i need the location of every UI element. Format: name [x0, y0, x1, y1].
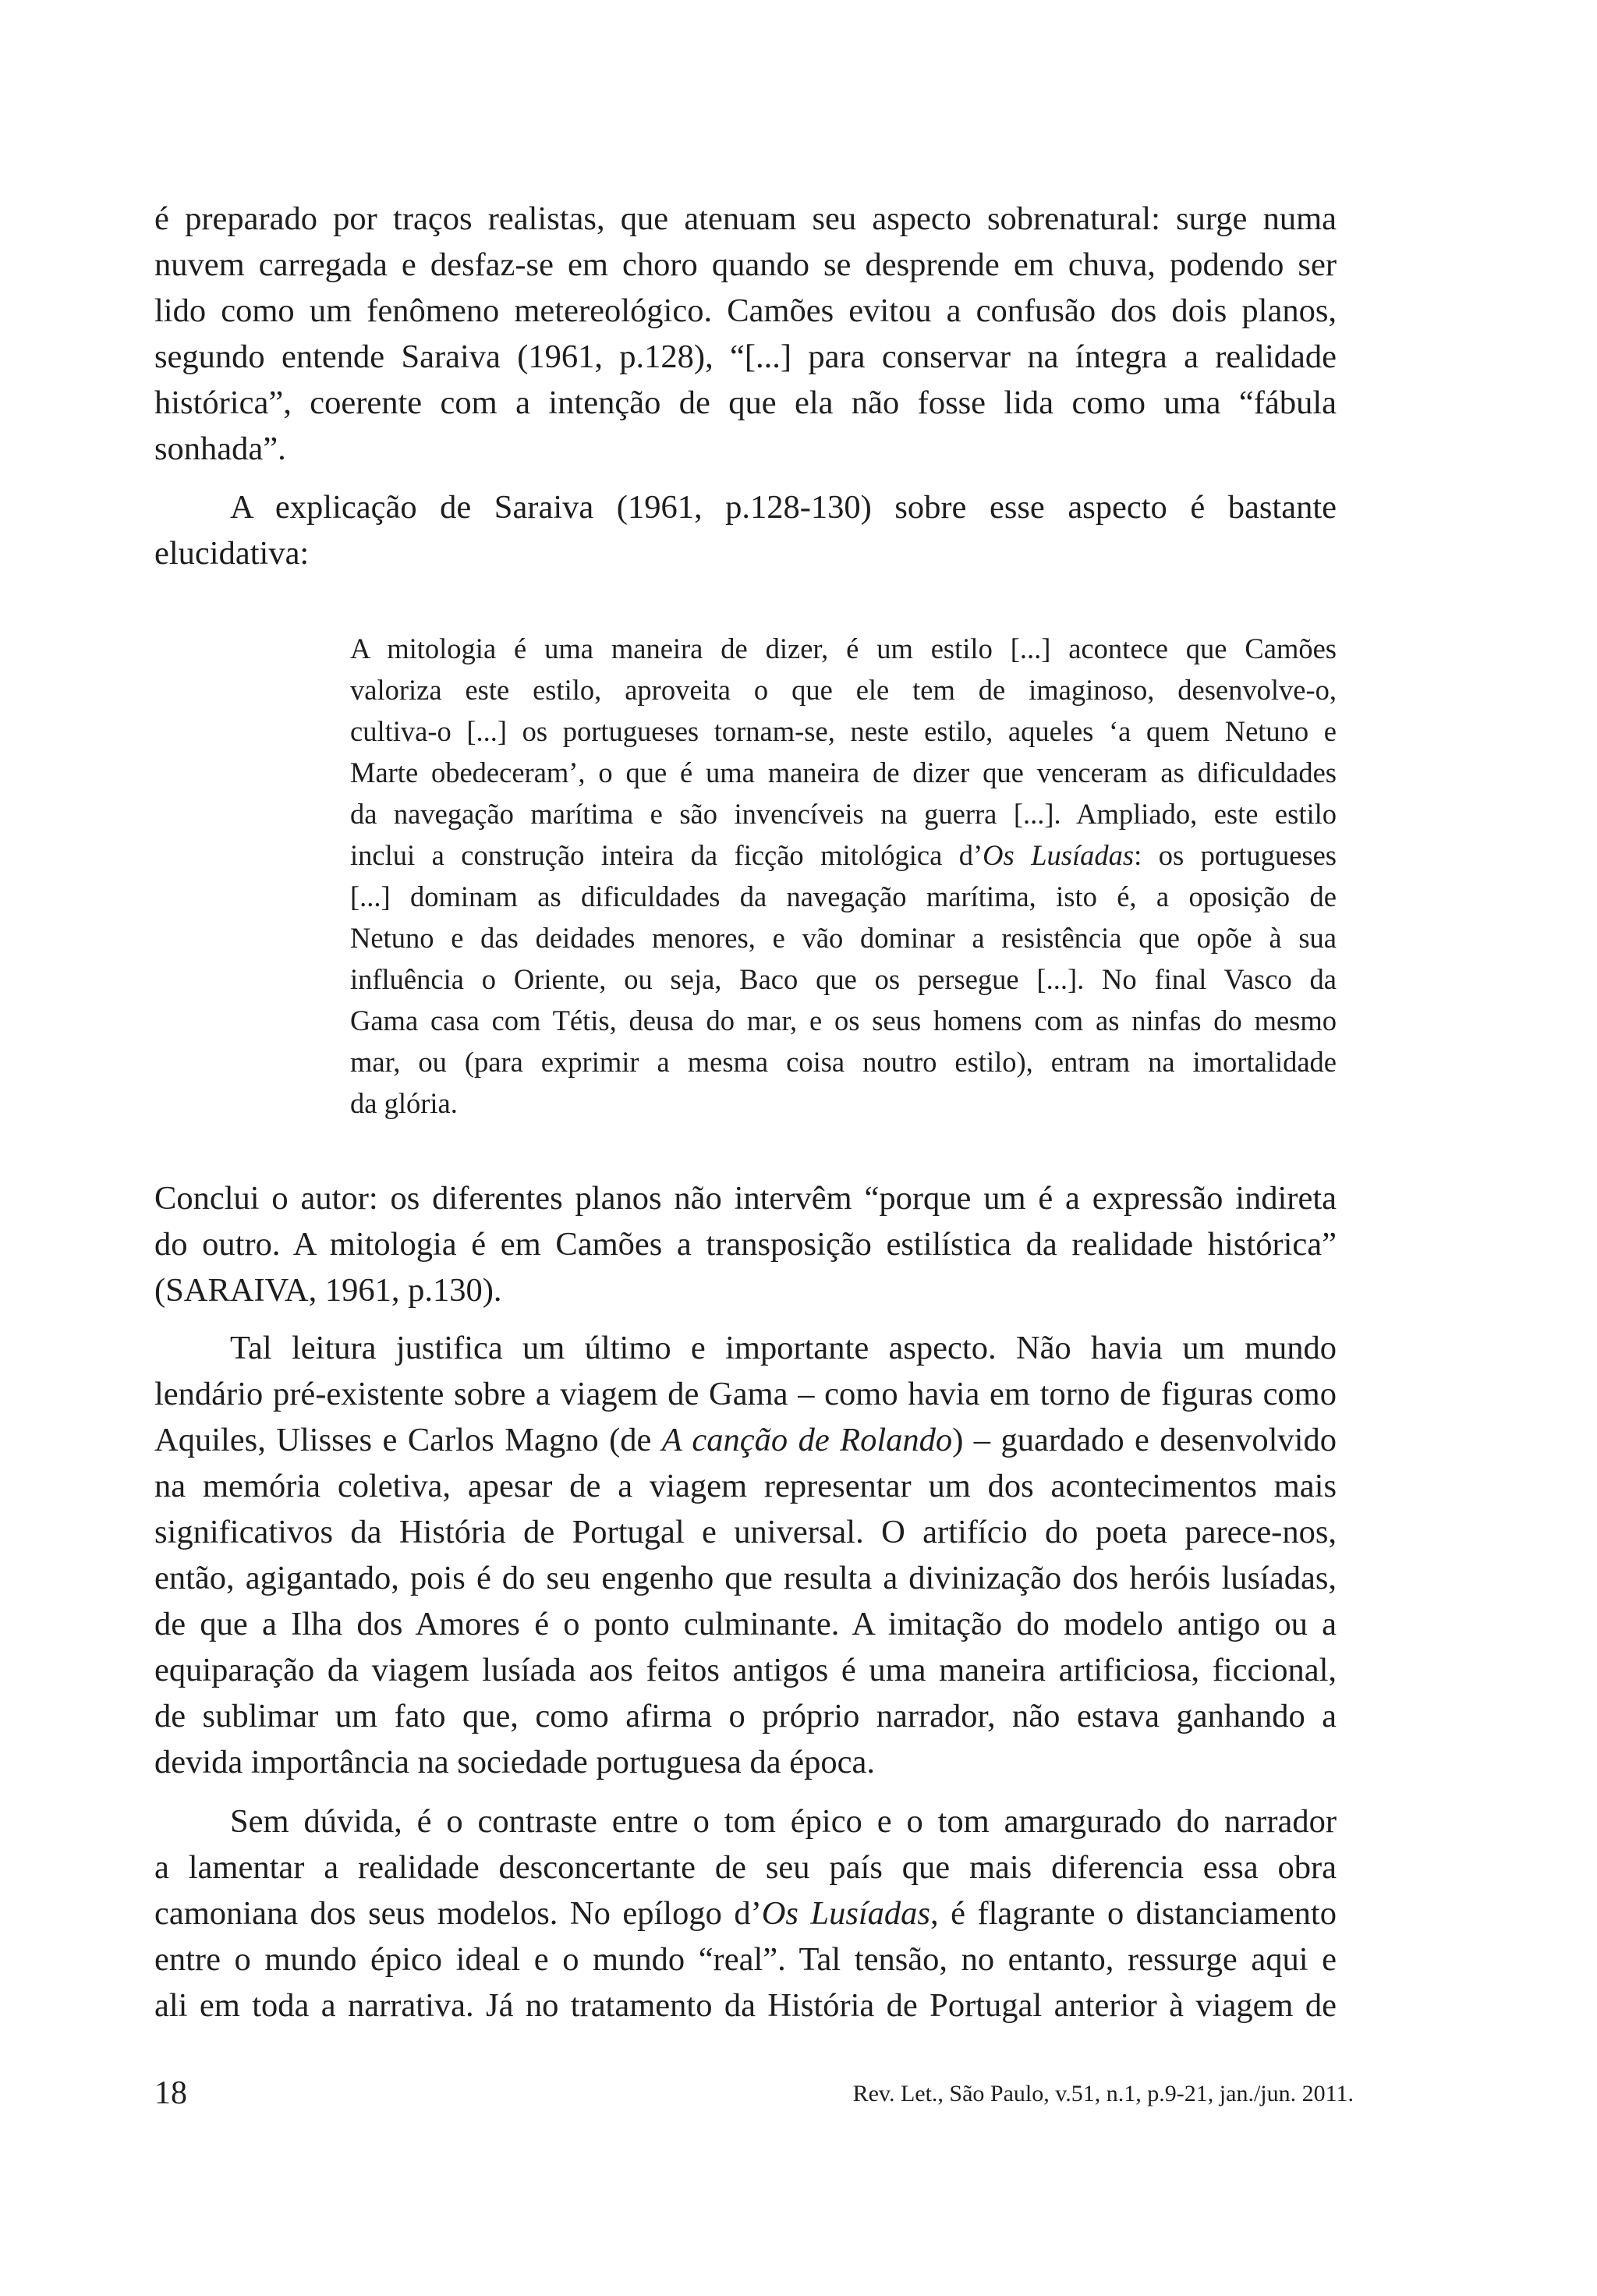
italic-title: A canção de Rolando — [661, 1422, 953, 1458]
text-line: lido como um fenômeno metereológico. Camões evitou a confusão dos dois planos, — [154, 292, 1337, 329]
quote-line: [...] dominam as dificuldades da navegação marítima, isto é, a oposição de — [350, 880, 1337, 912]
quote-line: influência o Oriente, ou seja, Baco que os persegue [...]. No final Vasco da — [350, 963, 1337, 995]
quote-line: mar, ou (para exprimir a mesma coisa noutro estilo), entram na imortalidade — [350, 1046, 1337, 1078]
text-line: a lamentar a realidade desconcertante de seu país que mais diferencia essa obra — [154, 1849, 1337, 1886]
text-line: de sublimar um fato que, como afirma o próprio narrador, não estava ganhando a — [154, 1698, 1337, 1734]
text-line: de que a Ilha dos Amores é o ponto culminante. A imitação do modelo antigo ou a — [154, 1606, 1337, 1642]
text-line: entre o mundo épico ideal e o mundo “real”. Tal tensão, no entanto, ressurge aqui e — [154, 1941, 1337, 1978]
quote-line: cultiva-o [...] os portugueses tornam-se, neste estilo, aqueles ‘a quem Netuno e — [350, 715, 1337, 747]
text-line: segundo entende Saraiva (1961, p.128), “[...] para conservar na íntegra a realidade — [154, 338, 1337, 375]
quote-line: Gama casa com Tétis, deusa do mar, e os seus homens com as ninfas do mesmo — [350, 1004, 1337, 1036]
text-line: elucidativa: — [154, 535, 310, 572]
quote-line: da glória. — [350, 1087, 458, 1119]
text-line: Conclui o autor: os diferentes planos não intervêm “porque um é a expressão indireta — [154, 1180, 1337, 1217]
text-line: nuvem carregada e desfaz-se em choro quando se desprende em chuva, podendo ser — [154, 246, 1337, 283]
text-line: do outro. A mitologia é em Camões a transposição estilística da realidade histórica” — [154, 1226, 1337, 1263]
text-line: sonhada”. — [154, 430, 286, 467]
italic-title: Os Lusíadas — [983, 839, 1135, 871]
text-line: é preparado por traços realistas, que atenuam seu aspecto sobrenatural: surge numa — [154, 200, 1337, 237]
quote-line: valoriza este estilo, aproveita o que ele tem de imaginoso, desenvolve-o, — [350, 674, 1337, 706]
text-line: significativos da História de Portugal e universal. O artifício do poeta parece-nos, — [154, 1514, 1337, 1550]
quote-text: inclui a construção inteira da ficção mitológica d’ — [350, 839, 983, 871]
text-line: (SARAIVA, 1961, p.130). — [154, 1272, 502, 1309]
text-line: Sem dúvida, é o contraste entre o tom épico e o tom amargurado do narrador — [230, 1803, 1337, 1840]
text-line: equiparação da viagem lusíada aos feitos antigos é uma maneira artificiosa, ficcional, — [154, 1652, 1337, 1688]
text-line: lendário pré-existente sobre a viagem de Gama – como havia em torno de figuras como — [154, 1376, 1337, 1412]
text-line — [154, 1891, 1337, 1936]
text-line: A explicação de Saraiva (1961, p.128-130) sobre esse aspecto é bastante — [230, 489, 1337, 526]
text-segment: camoniana dos seus modelos. No epílogo d’ — [154, 1895, 762, 1932]
text-line: na memória coletiva, apesar de a viagem representar um dos acontecimentos mais — [154, 1468, 1337, 1504]
page-number: 18 — [154, 2075, 187, 2111]
text-line — [154, 1418, 1337, 1463]
quote-line: da navegação marítima e são invencíveis na guerra [...]. Ampliado, este estilo — [350, 798, 1337, 830]
journal-reference: Rev. Let., São Paulo, v.51, n.1, p.9-21, jan./jun. 2011. — [852, 2081, 1354, 2106]
quote-line: A mitologia é uma maneira de dizer, é um estilo [...] acontece que Camões — [350, 632, 1337, 664]
text-segment: , é flagrante o distanciamento — [930, 1895, 1337, 1932]
text-segment: Aquiles, Ulisses e Carlos Magno (de — [154, 1422, 662, 1458]
text-line: então, agigantado, pois é do seu engenho que resulta a divinização dos heróis lusíadas, — [154, 1560, 1337, 1596]
quote-line: Marte obedeceram’, o que é uma maneira de dizer que venceram as dificuldades — [350, 756, 1337, 788]
quote-line: Netuno e das deidades menores, e vão dominar a resistência que opõe à sua — [350, 922, 1337, 954]
text-segment: ) – guardado e desenvolvido — [952, 1422, 1337, 1458]
text-line: ali em toda a narrativa. Já no tratamento da História de Portugal anterior à viagem de — [154, 1987, 1337, 2024]
italic-title: Os Lusíadas — [761, 1895, 930, 1932]
text-line: devida importância na sociedade portuguesa da época. — [154, 1744, 875, 1780]
text-line: Tal leitura justifica um último e importante aspecto. Não havia um mundo — [230, 1330, 1337, 1366]
quote-line — [350, 836, 1337, 875]
quote-text: : os portugueses — [1134, 839, 1337, 871]
text-line: histórica”, coerente com a intenção de que ela não fosse lida como uma “fábula — [154, 384, 1337, 421]
